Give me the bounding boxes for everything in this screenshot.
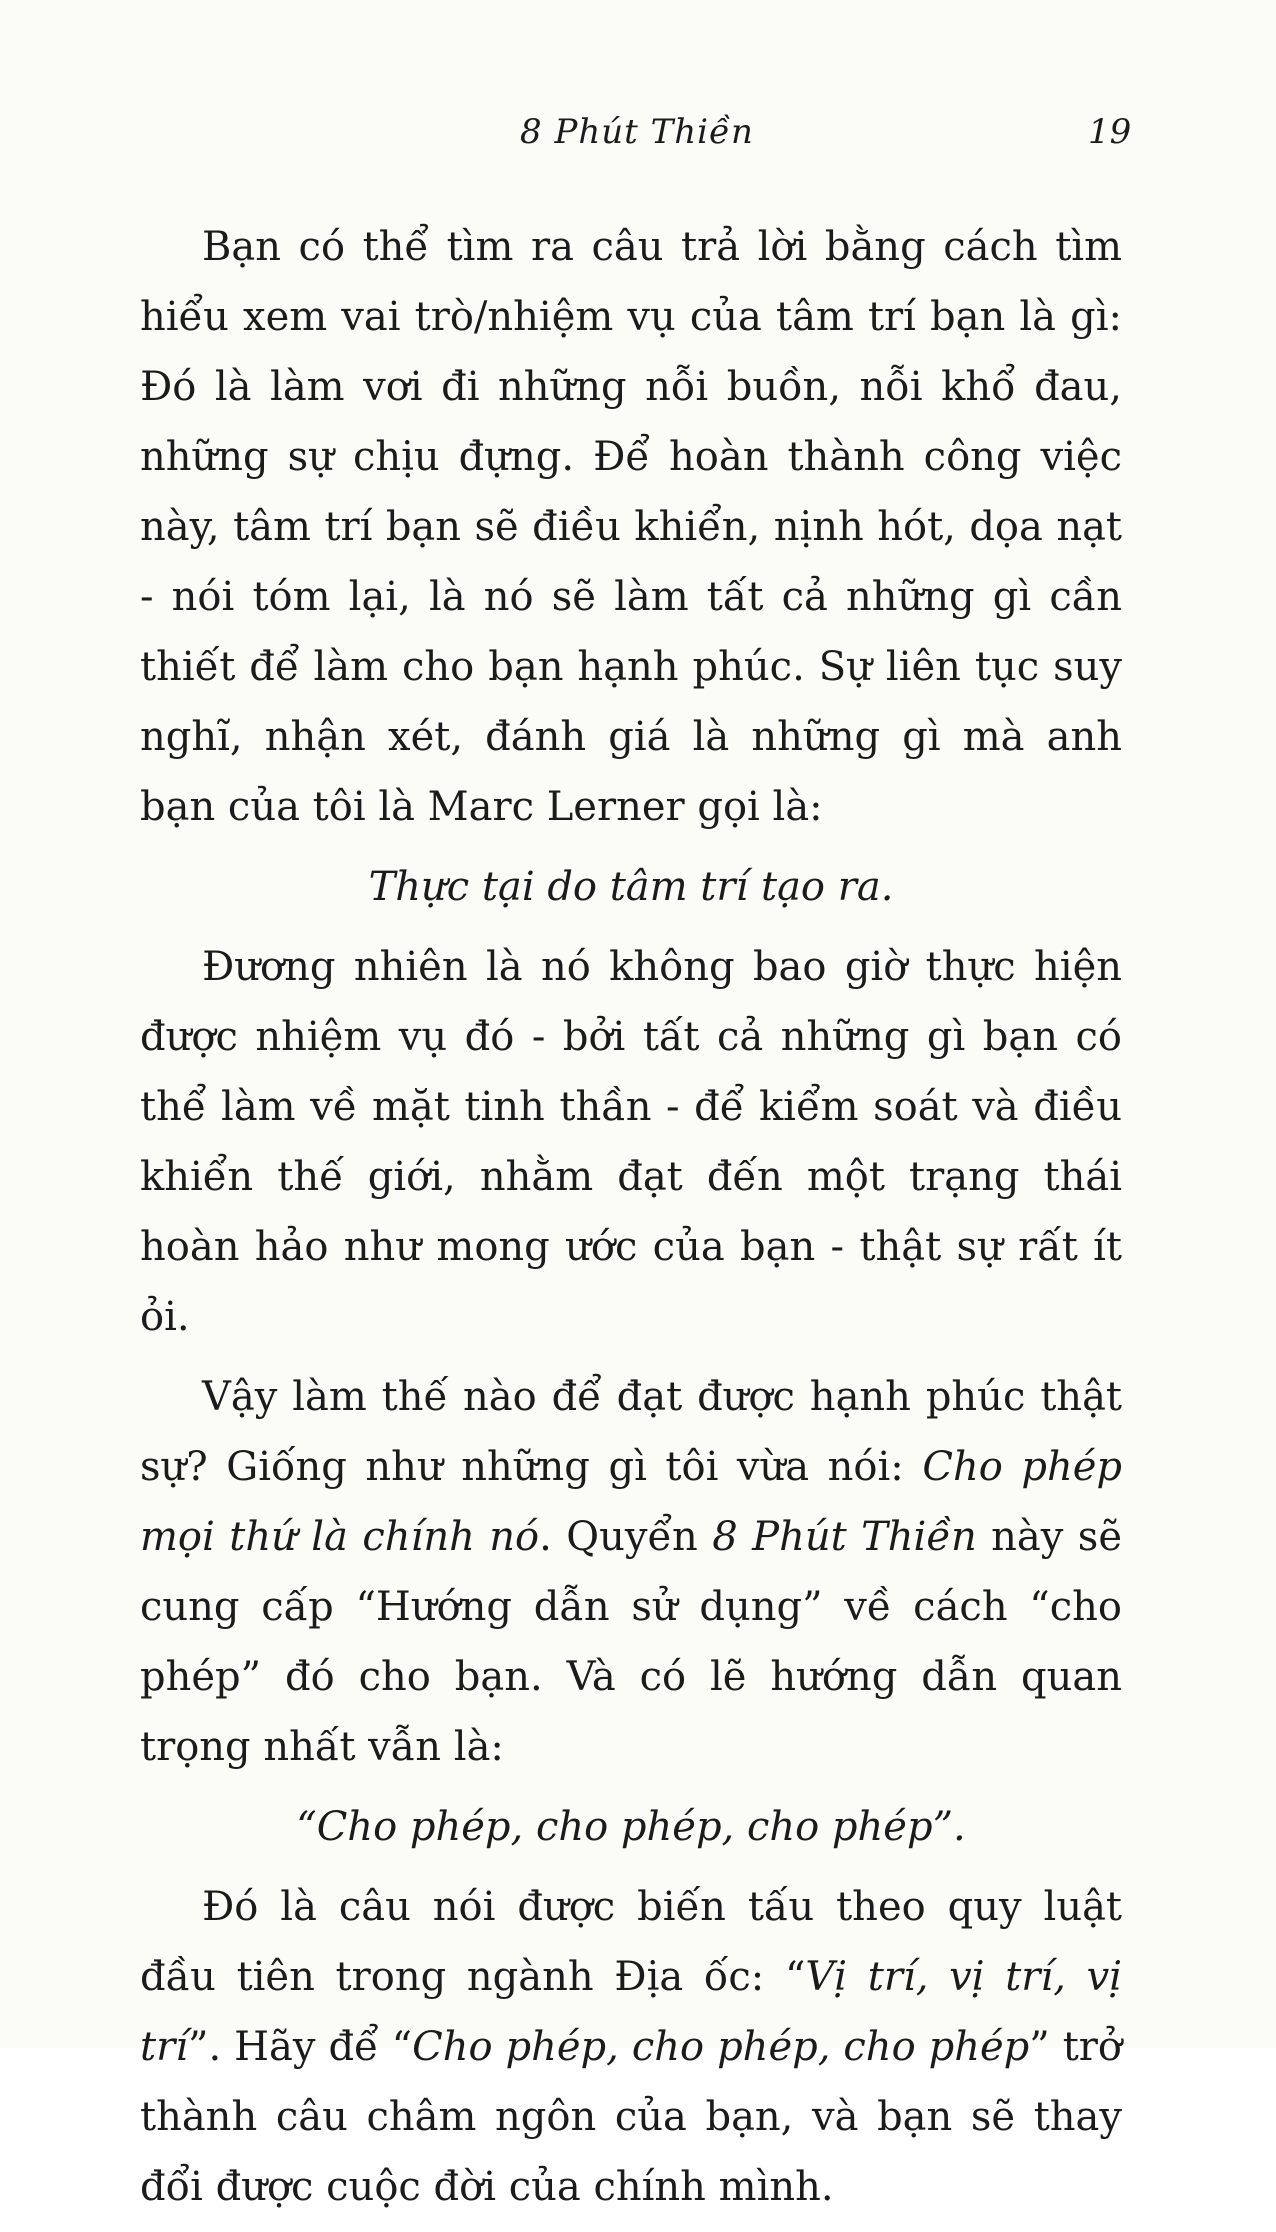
paragraph-3-text-c: . Quyển [539, 1514, 713, 1560]
paragraph-2: Đương nhiên là nó không bao giờ thực hiện được nhiệm vụ đó - bởi tất cả những gì bạn có thể làm về mặt tinh thần - để kiểm soát và điều khiển thế giới, nhằm đạt đến một trạng thái hoàn hảo như mong ước của bạn - thật sự rất ít ỏi. [140, 944, 1122, 1340]
paragraph-4-text-a: Đó là câu nói được biến tấu theo quy luật đầu tiên trong ngành Địa ốc: “ [140, 1884, 1122, 2000]
paragraph-3-text-a: Vậy làm thế nào để đạt được hạnh phúc thật sự? Giống như những gì tôi vừa nói: [140, 1374, 1122, 1490]
paragraph-4-text-e: ” trở thành câu châm ngôn của bạn, và bạn sẽ thay đổi được cuộc đời của chính mình. [140, 2024, 1122, 2210]
paragraph-4 [140, 1872, 1122, 2222]
quote-reality: Thực tại do tâm trí tạo ra. [368, 864, 894, 910]
paragraph-3-italic-title: 8 Phút Thiền [712, 1514, 977, 1560]
book-title-header: 8 Phút Thiền [520, 112, 754, 152]
body-text [140, 212, 1122, 2232]
paragraph-3-italic-allow: Cho phép mọi thứ là chính nó [140, 1444, 1122, 1560]
quote-allow: “Cho phép, cho phép, cho phép”. [296, 1804, 966, 1850]
page-number: 19 [1088, 112, 1132, 152]
running-header [0, 112, 1276, 168]
paragraph-4-text-c: ”. Hãy để “ [188, 2024, 413, 2070]
paragraph-1: Bạn có thể tìm ra câu trả lời bằng cách tìm hiểu xem vai trò/nhiệm vụ của tâm trí bạn là gì: Đó là làm vơi đi những nỗi buồn, nỗi khổ đau, những sự chịu đựng. Để hoàn thành công việc này, tâm trí bạn sẽ điều khiển, nịnh hót, dọa nạt - nói tóm lại, là nó sẽ làm tất cả những gì cần thiết để làm cho bạn hạnh phúc. Sự liên tục suy nghĩ, nhận xét, đánh giá là những gì mà anh bạn của tôi là Marc Lerner gọi là: [140, 224, 1122, 830]
paragraph-4-italic-location: Vị trí, vị trí, vị trí [140, 1954, 1122, 2070]
paragraph-3 [140, 1362, 1122, 1782]
paragraph-3-text-e: này sẽ cung cấp “Hướng dẫn sử dụng” về cách “cho phép” đó cho bạn. Và có lẽ hướng dẫn quan trọng nhất vẫn là: [140, 1514, 1123, 1770]
paragraph-4-italic-allow: Cho phép, cho phép, cho phép [412, 2024, 1030, 2070]
